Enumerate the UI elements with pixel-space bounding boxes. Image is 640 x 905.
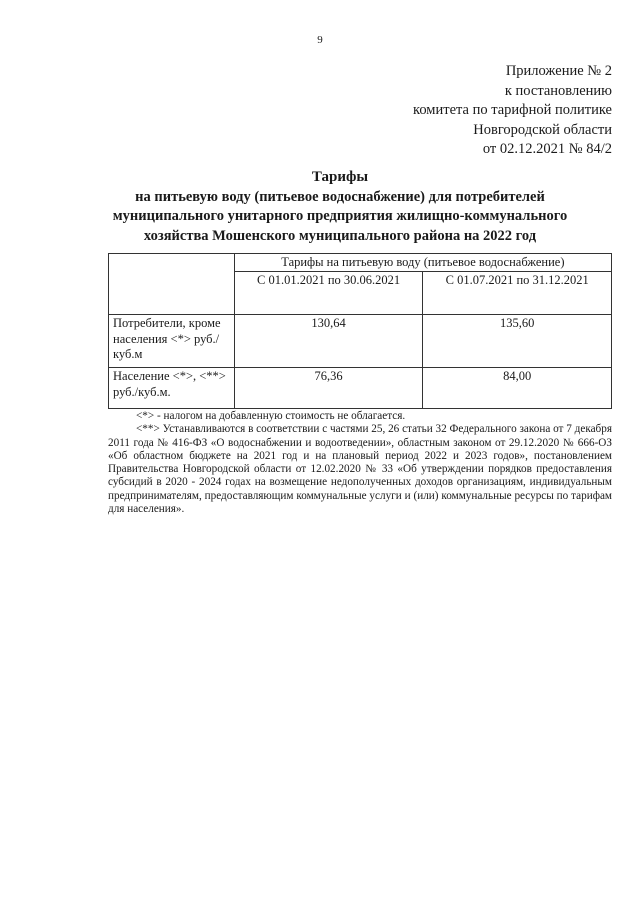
title-line-2: на питьевую воду (питьевое водоснабжение) для потребителей (135, 188, 545, 205)
row-label-consumers: Потребители, кроме населения <*> руб./куб.м (109, 315, 235, 368)
title-line-4: хозяйства Мошенского муниципального района на 2022 год (143, 227, 537, 244)
tariff-value-consumers-h1: 130,64 (234, 315, 423, 368)
table-header-period-1: С 01.01.2021 по 30.06.2021 (234, 272, 423, 315)
appendix-date: от 02.12.2021 № 84/2 (482, 141, 612, 158)
tariff-value-consumers-h2: 135,60 (423, 315, 612, 368)
document-title (60, 168, 620, 246)
tariff-table (108, 253, 612, 409)
footnotes (108, 410, 612, 516)
table-row (109, 315, 612, 368)
table-header-row (109, 254, 612, 272)
table-header-period-2: С 01.07.2021 по 31.12.2021 (423, 272, 612, 315)
tariff-value-population-h2: 84,00 (423, 368, 612, 409)
appendix-region: Новгородской области (473, 121, 612, 138)
page-number: 9 (317, 34, 323, 46)
title-line-3: муниципального унитарного предприятия жилищно-коммунального (112, 208, 568, 224)
appendix-number: Приложение № 2 (505, 63, 612, 79)
footnote-legal-basis: <**> Устанавливаются в соответствии с частями 25, 26 статьи 32 Федерального закона от 7 декабря 2011 года № 416-ФЗ «О водоснабжении и водоотведении», областным законом от 29.12.2020 № 666-ОЗ «Об областном бюджете на 2021 год и на плановый период 2022 и 2023 годов», постановлением Правительства Новгородской области от 12.02.2020 № 33 «Об утверждении порядков предоставления субсидий в 2020 - 2024 годах на возмещение недополученных доходов организациям, индивидуальным предпринимателям, предоставляющим коммунальные услуги и (или) коммунальные ресурсы по тарифам для населения». (108, 423, 612, 516)
table-row (109, 368, 612, 409)
title-main: Тарифы (311, 169, 369, 185)
appendix-committee: комитета по тарифной политике (413, 102, 612, 119)
tariff-value-population-h1: 76,36 (234, 368, 423, 409)
row-label-population: Население <*>, <**> руб./куб.м. (109, 368, 235, 409)
table-corner-cell (109, 254, 235, 315)
appendix-header (292, 62, 612, 160)
table-header-main: Тарифы на питьевую воду (питьевое водоснабжение) (234, 254, 611, 272)
appendix-reference: к постановлению (504, 82, 612, 99)
footnote-vat: <*> - налогом на добавленную стоимость не облагается. (136, 410, 406, 422)
